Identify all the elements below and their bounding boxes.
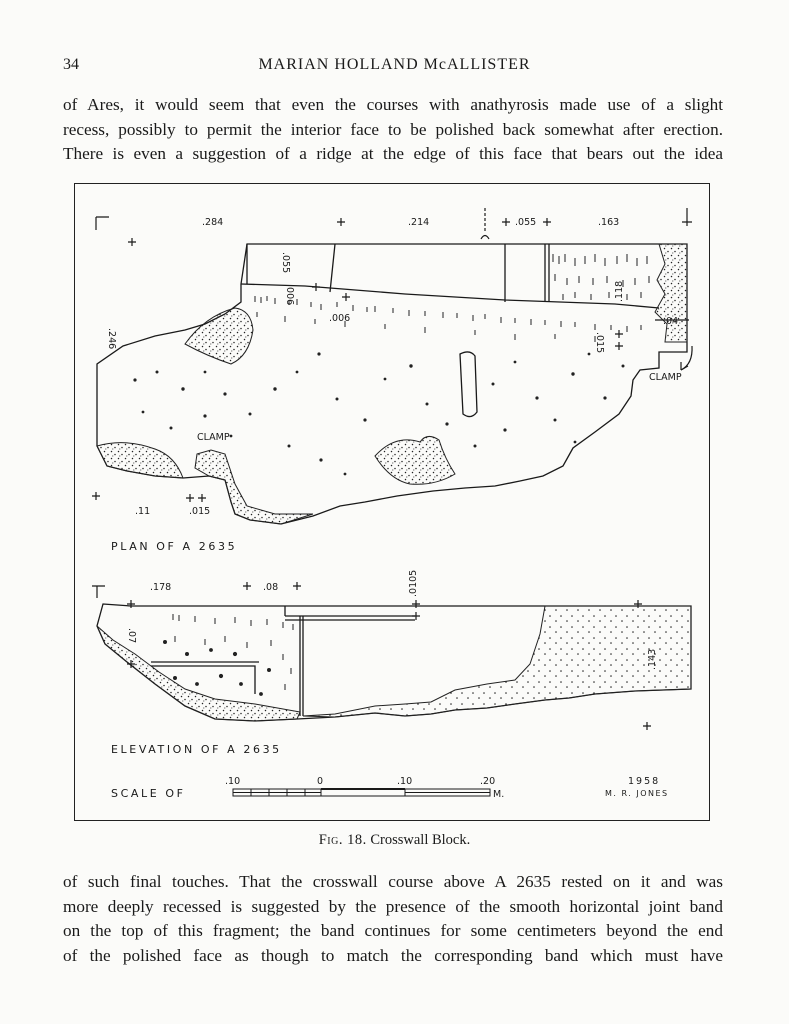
- page-number: 34: [63, 56, 79, 73]
- dim-label: .214: [408, 217, 430, 228]
- plan-drawing: [97, 244, 687, 524]
- dim-label: .143: [647, 648, 658, 670]
- dim-label: .178: [150, 582, 172, 593]
- elevation-stippled-breaks: [97, 606, 691, 721]
- text-line: recess, possibly to permit the interior face to be polished back somewhat after erection.: [63, 119, 723, 139]
- plan-stippled-breaks: [97, 244, 687, 524]
- running-head: MARIAN HOLLAND McALLISTER: [258, 56, 531, 73]
- plan-face-hatching: [255, 254, 649, 342]
- text-line: of Ares, it would seem that even the courses with anathyrosis made use of a slight: [63, 95, 723, 114]
- scale-unit: M.: [493, 789, 505, 800]
- caption-title: Crosswall Block.: [370, 832, 471, 848]
- dim-label: .015: [189, 506, 211, 517]
- text-line: of such final touches. That the crosswall course above A 2635 rested on it and was: [63, 872, 723, 891]
- credit-author: M. R. JONES: [605, 789, 669, 798]
- dim-label: .246: [106, 328, 117, 350]
- dim-label: .118: [614, 280, 625, 302]
- dim-label: .055: [280, 252, 291, 274]
- dim-label: .11: [135, 506, 151, 517]
- dim-label: .006: [284, 284, 295, 306]
- plan-title: PLAN OF A 2635: [111, 540, 238, 553]
- clamp-label: CLAMP: [649, 372, 682, 383]
- dim-label: .0105: [408, 569, 419, 597]
- elevation-title: ELEVATION OF A 2635: [111, 743, 282, 756]
- figure-caption: [0, 832, 789, 849]
- scale-label: SCALE OF: [111, 787, 186, 800]
- scale-bar: [233, 789, 490, 796]
- scale-tick-label: .10: [225, 776, 241, 787]
- caption-label: Fig. 18.: [318, 832, 367, 848]
- dim-label: .006: [329, 313, 351, 324]
- dim-label: .07: [126, 628, 137, 644]
- paragraph-top: [63, 93, 723, 167]
- dim-label: .04: [663, 316, 679, 327]
- dim-label: .015: [594, 332, 605, 354]
- drawing: [75, 184, 710, 821]
- figure-crosswall-block: [74, 183, 710, 821]
- text-line: more deeply recessed is suggested by the presence of the smooth horizontal joint band: [63, 896, 723, 916]
- text-line: of the polished face as though to match the corresponding band which must have: [63, 945, 723, 965]
- dim-label: .08: [263, 582, 279, 593]
- text-line: There is even a suggestion of a ridge at the edge of this face that bears out the idea: [63, 144, 723, 163]
- paragraph-bottom: [63, 870, 723, 968]
- scale-tick-label: 0: [317, 776, 324, 787]
- text-line: on the top of this fragment; the band continues for some centimeters beyond the end: [63, 921, 723, 940]
- elevation-face-marks: [164, 614, 294, 695]
- scale-tick-label: .10: [397, 776, 413, 787]
- scale-tick-label: .20: [480, 776, 496, 787]
- credit-year: 1958: [628, 776, 661, 787]
- clamp-label: CLAMP: [197, 432, 230, 443]
- dim-label: .284: [202, 217, 224, 228]
- dim-label: .163: [598, 217, 620, 228]
- dim-label: .055: [515, 217, 537, 228]
